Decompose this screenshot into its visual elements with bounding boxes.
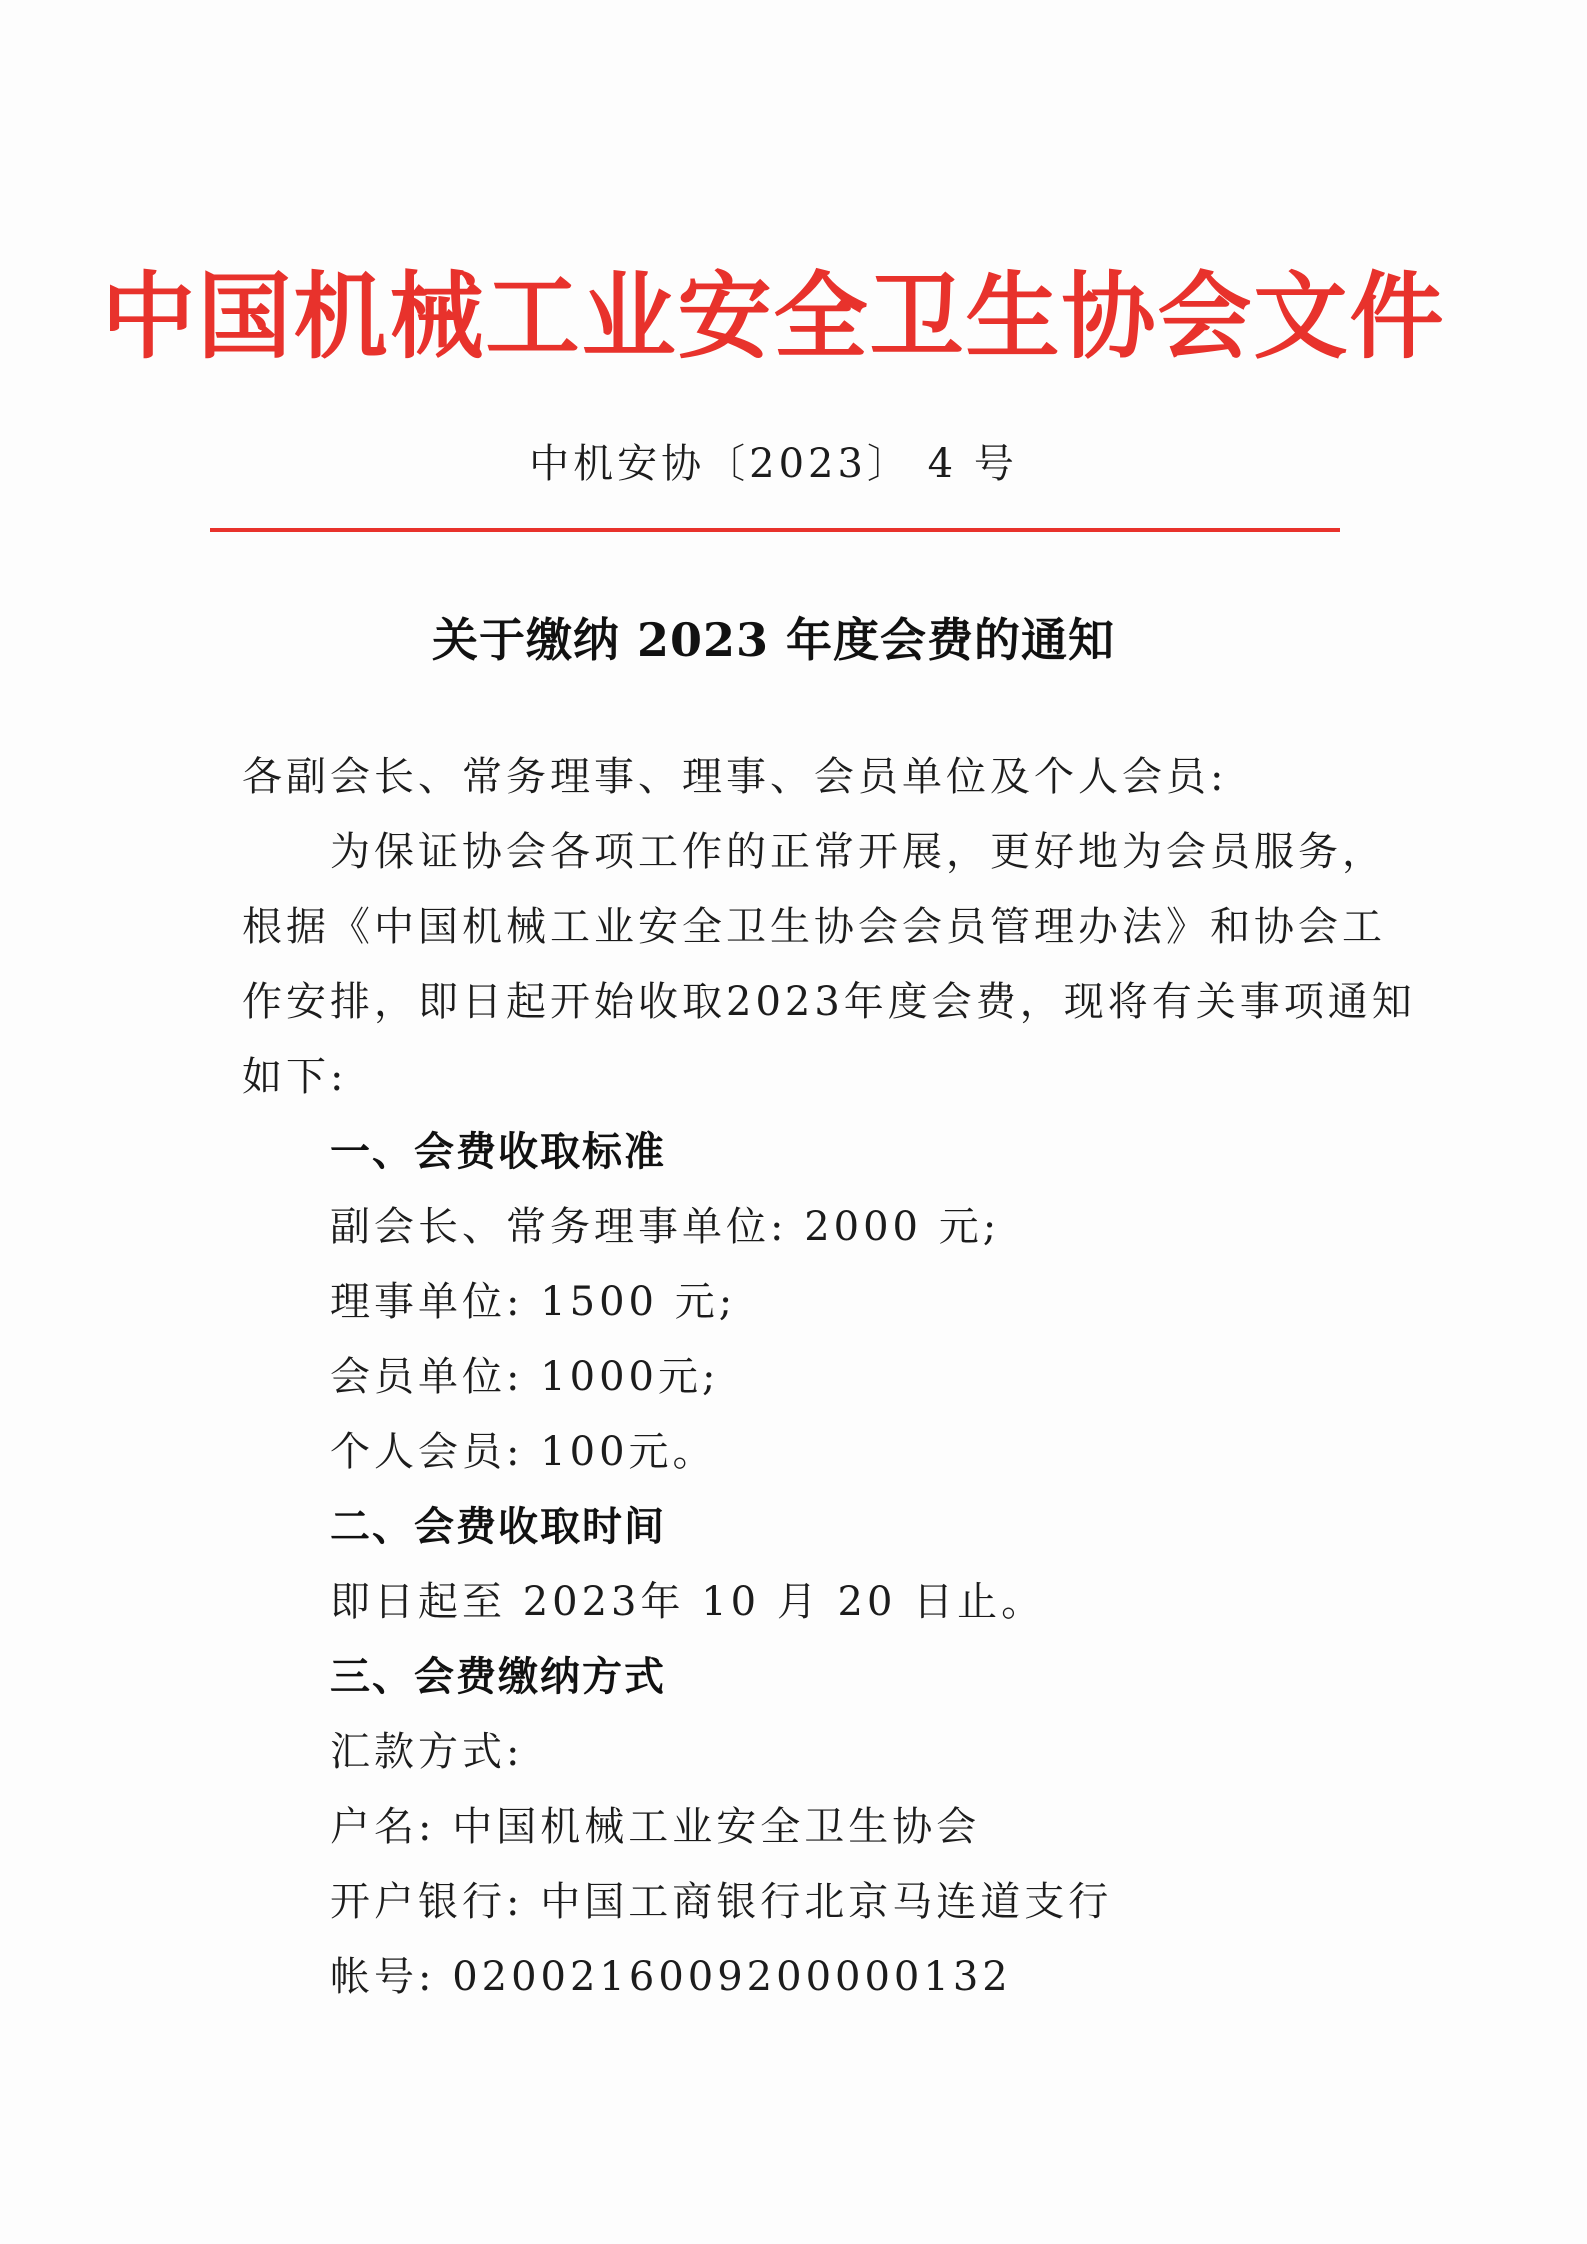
red-divider-line xyxy=(210,528,1340,532)
section-2-heading: 二、会费收取时间 xyxy=(330,1504,666,1550)
document-number: 中机安协〔2023〕 4 号 xyxy=(529,441,1018,487)
payment-method: 汇款方式: xyxy=(330,1729,524,1775)
intro-line-1: 为保证协会各项工作的正常开展，更好地为会员服务， xyxy=(330,829,1386,875)
notice-title: 关于缴纳 2023 年度会费的通知 xyxy=(431,613,1116,667)
account-name: 户名: 中国机械工业安全卫生协会 xyxy=(330,1804,981,1850)
intro-line-3: 作安排，即日起开始收取2023年度会费，现将有关事项通知 xyxy=(242,979,1416,1025)
fee-vice-president: 副会长、常务理事单位: 2000 元; xyxy=(330,1204,1001,1250)
document-masthead: 中国机械工业安全卫生协会文件 xyxy=(101,262,1446,372)
collection-period: 即日起至 2023年 10 月 20 日止。 xyxy=(330,1579,1046,1625)
salutation: 各副会长、常务理事、理事、会员单位及个人会员: xyxy=(242,754,1228,800)
bank-name: 开户银行: 中国工商银行北京马连道支行 xyxy=(330,1879,1113,1925)
intro-line-2: 根据《中国机械工业安全卫生协会会员管理办法》和协会工 xyxy=(242,904,1386,950)
fee-individual: 个人会员: 100元。 xyxy=(330,1429,717,1475)
fee-director: 理事单位: 1500 元; xyxy=(330,1279,737,1325)
section-1-heading: 一、会费收取标准 xyxy=(330,1129,666,1175)
account-number: 帐号: 0200216009200000132 xyxy=(330,1954,1012,2000)
fee-member-unit: 会员单位: 1000元; xyxy=(330,1354,720,1400)
intro-line-4: 如下: xyxy=(242,1054,348,1100)
section-3-heading: 三、会费缴纳方式 xyxy=(330,1654,666,1700)
